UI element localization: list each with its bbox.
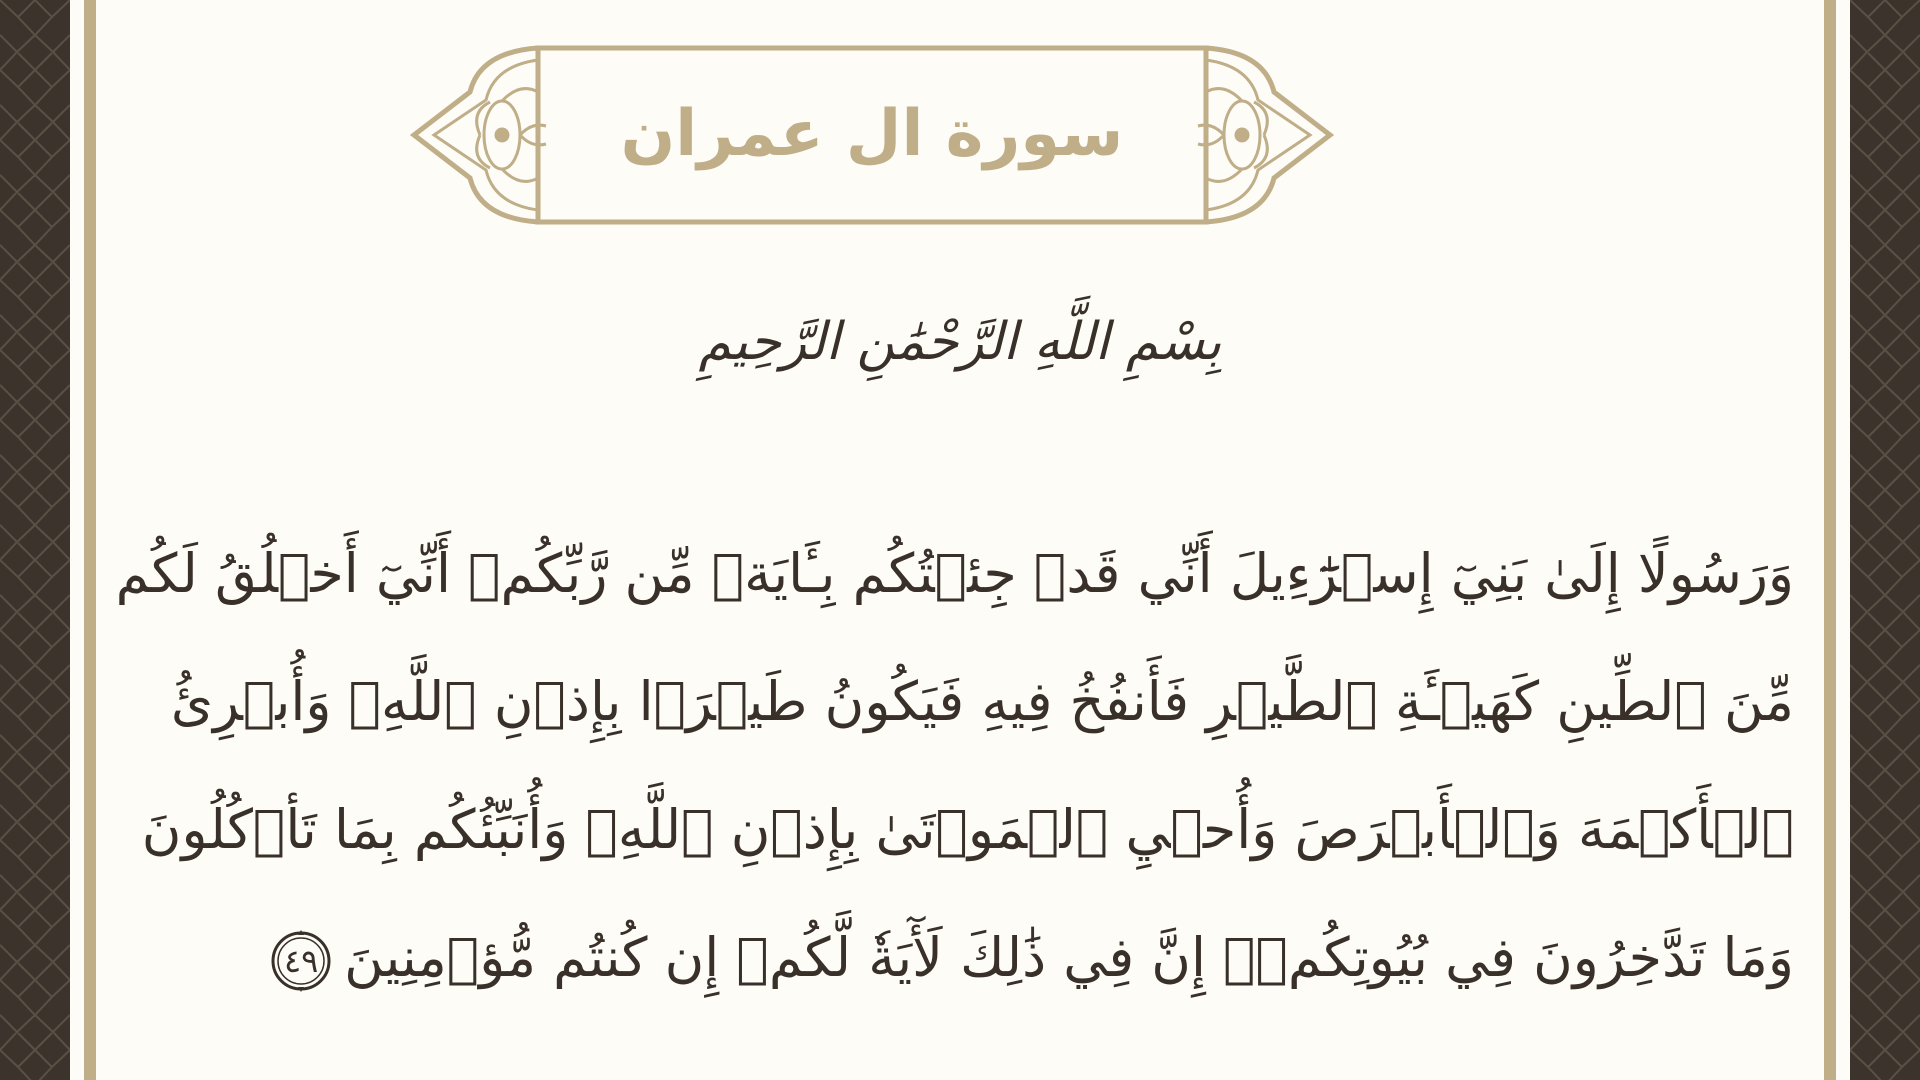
verse-line: ٱلۡأَكۡمَهَ وَٱلۡأَبۡرَصَ وَأُحۡيِ ٱلۡمَوۡتَىٰ بِإِذۡنِ ٱللَّهِۖ وَأُنَبِّئُكُم بِمَا تَأۡكُلُونَ (141, 798, 1794, 861)
left-gold-border (84, 0, 96, 1080)
basmala: بِسْمِ اللَّهِ الرَّحْمَٰنِ الرَّحِيمِ (698, 312, 1222, 372)
verse-line-last (178, 894, 1794, 1022)
left-decorative-panel (0, 0, 70, 1080)
ayah-number-marker (268, 928, 334, 994)
verse-line-text: وَمَا تَدَّخِرُونَ فِي بُيُوتِكُمۡۚ إِنَّ فِي ذَٰلِكَ لَأٓيَةٗ لَّكُمۡ إِن كُنتُم مُّؤۡمِنِينَ (344, 926, 1794, 989)
ayah-number: ٤٩ (283, 942, 319, 981)
verse-text (115, 510, 1794, 1022)
verse-line: وَرَسُولًا إِلَىٰ بَنِيٓ إِسۡرَٰٓءِيلَ أَنِّي قَدۡ جِئۡتُكُم بِـَٔايَةٖ مِّن رَّبِّكُمۡ أَنِّيٓ أَخۡلُقُ لَكُم (115, 542, 1794, 605)
right-decorative-panel (1850, 0, 1920, 1080)
verse-line: مِّنَ ٱلطِّينِ كَهَيۡـَٔةِ ٱلطَّيۡرِ فَأَنفُخُ فِيهِ فَيَكُونُ طَيۡرَۢا بِإِذۡنِ ٱللَّهِۖ وَأُبۡرِئُ (170, 670, 1794, 733)
surah-title-frame (410, 42, 1334, 228)
surah-title: سورة ال عمران (620, 97, 1124, 171)
mushaf-page (96, 0, 1824, 1080)
arabesque-pattern-right (1850, 0, 1920, 1080)
right-gold-border (1824, 0, 1836, 1080)
arabesque-pattern-left (0, 0, 70, 1080)
